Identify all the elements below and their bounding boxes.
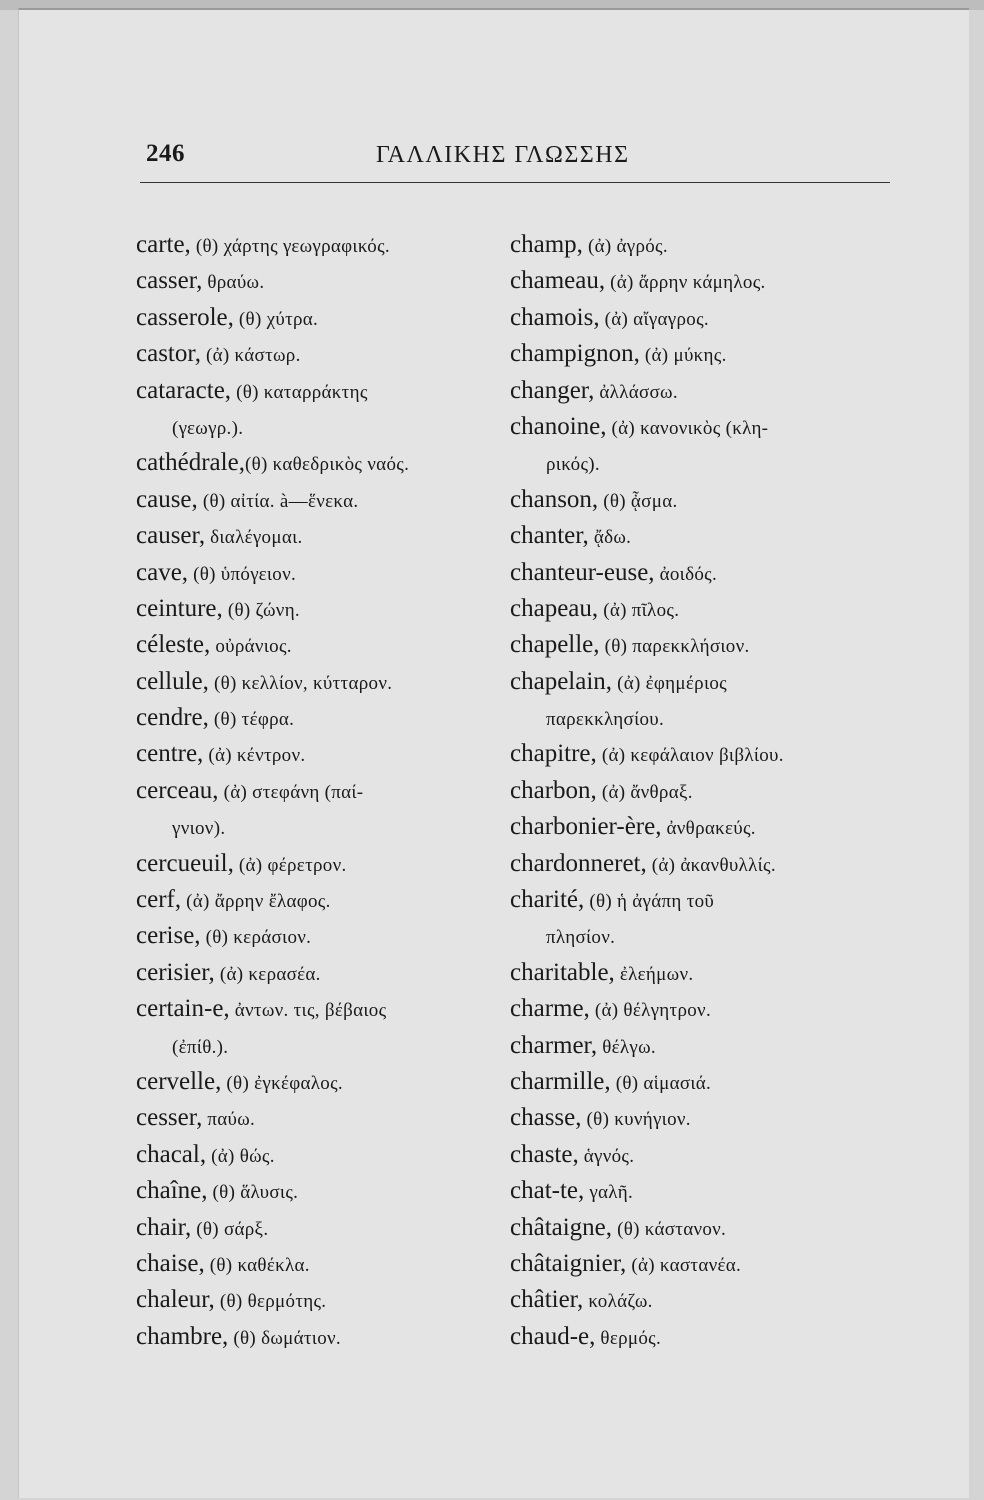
- entry-gloss: (ἀ) μύκης.: [639, 345, 727, 367]
- entry-gloss: θέλγω.: [597, 1036, 656, 1058]
- entry-gloss: (θ) κελλίον, κύτταρον.: [208, 672, 393, 694]
- entry-headword: chanteur-euse,: [510, 558, 655, 586]
- entry-gloss: (θ) ἐγκέφαλος.: [221, 1072, 343, 1094]
- dictionary-entry: [136, 991, 514, 1027]
- entry-headword: certain-e,: [136, 995, 230, 1023]
- entry-headword: châtier,: [510, 1286, 584, 1314]
- dictionary-entry: [510, 1028, 900, 1064]
- dictionary-entry: [136, 227, 514, 263]
- entry-gloss: (ἀ) κερασέα.: [214, 963, 321, 985]
- entry-gloss: ἀντων. τις, βέβαιος: [229, 1000, 387, 1022]
- dictionary-entry: [136, 1210, 514, 1246]
- entry-headword: chapeau,: [510, 594, 599, 622]
- left-column: [136, 227, 514, 1355]
- entry-gloss: ἀοιδός.: [654, 563, 718, 585]
- entry-headword: cave,: [136, 558, 189, 586]
- entry-headword: charmer,: [510, 1031, 598, 1059]
- entry-gloss: (θ) ᾆσμα.: [598, 490, 678, 512]
- entry-gloss: (θ) κεράσιον.: [200, 927, 312, 949]
- dictionary-entry: [510, 1100, 900, 1136]
- entry-gloss: (θ) κυνήγιον.: [581, 1109, 691, 1131]
- dictionary-entry: [510, 227, 900, 263]
- entry-gloss: ἁγνός.: [578, 1145, 635, 1167]
- entry-headword: chaleur,: [136, 1286, 215, 1314]
- entry-gloss: (θ) ἡ ἀγάπη τοῦ: [584, 891, 715, 913]
- entry-gloss: (ἀ) κανονικὸς (κλη-: [606, 417, 769, 439]
- entry-gloss: ἐλεήμων.: [614, 963, 694, 985]
- dictionary-entry: [136, 555, 514, 591]
- entry-headword: chambre,: [136, 1322, 229, 1350]
- dictionary-entry: [510, 482, 900, 518]
- dictionary-entry: [136, 1173, 514, 1209]
- entry-gloss: οὐράνιος.: [210, 636, 292, 658]
- entry-gloss: (ἀ) ἀκανθυλλίς.: [646, 854, 776, 876]
- entry-gloss: γνιον).: [172, 818, 226, 840]
- entry-headword: chapelain,: [510, 667, 613, 695]
- entry-gloss: ἀλλάσσω.: [594, 381, 678, 403]
- entry-headword: charité,: [510, 886, 585, 914]
- entry-gloss: κολάζω.: [583, 1291, 653, 1313]
- entry-gloss: παύω.: [202, 1109, 256, 1131]
- entry-gloss: (ἀ) πῖλος.: [598, 599, 680, 621]
- entry-continuation: [136, 1028, 514, 1064]
- entry-gloss: ᾄδω.: [588, 527, 632, 549]
- dictionary-entry: [136, 882, 514, 918]
- entry-gloss: θραύω.: [202, 272, 265, 294]
- entry-headword: cerise,: [136, 922, 201, 950]
- entry-gloss: (ἀ) φέρετρον.: [233, 854, 347, 876]
- dictionary-entry: [136, 591, 514, 627]
- entry-headword: cervelle,: [136, 1067, 222, 1095]
- dictionary-entry: [510, 591, 900, 627]
- entry-gloss: (ἀ) κεφάλαιον βιβλίου.: [596, 745, 784, 767]
- dictionary-entry: [510, 518, 900, 554]
- entry-gloss: (θ) παρεκκλήσιον.: [599, 636, 750, 658]
- dictionary-entry: [510, 1319, 900, 1355]
- dictionary-entry: [136, 1100, 514, 1136]
- entry-headword: ceinture,: [136, 594, 223, 622]
- entry-gloss: (θ) χάρτης γεωγραφικός.: [190, 236, 390, 257]
- entry-gloss: (ἀ) θέλγητρον.: [589, 1000, 712, 1022]
- entry-headword: charmille,: [510, 1067, 611, 1095]
- entry-gloss: ἀνθρακεύς.: [661, 818, 756, 840]
- entry-headword: causer,: [136, 522, 206, 550]
- entry-gloss: παρεκκλησίου.: [546, 709, 665, 731]
- dictionary-entry: [510, 373, 900, 409]
- entry-headword: charbonier-ère,: [510, 813, 662, 841]
- entry-gloss: (ἀ) στεφάνη (παί-: [218, 781, 364, 803]
- entry-headword: chameau,: [510, 267, 606, 295]
- dictionary-entry: [510, 1064, 900, 1100]
- entry-headword: chaîne,: [136, 1177, 208, 1205]
- dictionary-entry: [136, 773, 514, 809]
- entry-headword: cause,: [136, 485, 198, 513]
- entry-headword: chardonneret,: [510, 849, 647, 877]
- entry-headword: chasse,: [510, 1104, 582, 1132]
- entry-gloss: (θ) καταρράκτης: [231, 381, 368, 403]
- dictionary-entry: [136, 336, 514, 372]
- entry-gloss: διαλέγομαι.: [205, 527, 303, 549]
- dictionary-entry: [136, 918, 514, 954]
- dictionary-entry: [510, 664, 900, 700]
- entry-headword: chanter,: [510, 522, 589, 550]
- entry-gloss: (ἀ) αἴγαγρος.: [599, 308, 709, 330]
- entry-headword: cerceau,: [136, 776, 219, 804]
- entry-headword: chapelle,: [510, 631, 600, 659]
- dictionary-entry: [136, 1064, 514, 1100]
- entry-gloss: (θ) καθεδρικὸς ναός.: [244, 454, 410, 476]
- dictionary-entry: [510, 409, 900, 445]
- dictionary-entry: [136, 445, 514, 481]
- entry-headword: chaud-e,: [510, 1322, 596, 1350]
- dictionary-entry: [510, 991, 900, 1027]
- right-column: [510, 227, 900, 1355]
- entry-gloss: ρικός).: [546, 454, 600, 476]
- dictionary-entry: [510, 955, 900, 991]
- entry-headword: chaste,: [510, 1140, 579, 1168]
- entry-headword: chanson,: [510, 485, 599, 513]
- page-number: 246: [146, 140, 185, 167]
- entry-headword: champ,: [510, 231, 583, 258]
- entry-headword: chamois,: [510, 303, 600, 331]
- entry-headword: chair,: [136, 1213, 192, 1241]
- entry-gloss: (ἀ) ἄρρην ἔλαφος.: [181, 891, 331, 913]
- dictionary-entry: [510, 336, 900, 372]
- entry-gloss: (θ) ζώνη.: [222, 599, 300, 621]
- dictionary-entry: [136, 1282, 514, 1318]
- entry-headword: chat-te,: [510, 1177, 585, 1205]
- entry-gloss: (ἀ) καστανέα.: [626, 1254, 742, 1276]
- dictionary-entry: [510, 1137, 900, 1173]
- entry-headword: céleste,: [136, 631, 211, 659]
- entry-headword: cataracte,: [136, 376, 232, 404]
- entry-gloss: (θ) αἱμασιά.: [610, 1072, 712, 1094]
- entry-headword: casserole,: [136, 303, 234, 331]
- entry-headword: cendre,: [136, 704, 209, 732]
- entry-gloss: (ἀ) ἄνθραξ.: [596, 781, 693, 803]
- entry-headword: cerisier,: [136, 958, 215, 986]
- entry-gloss: θερμός.: [595, 1327, 662, 1349]
- entry-headword: cesser,: [136, 1104, 203, 1132]
- dictionary-entry: [510, 1173, 900, 1209]
- entry-headword: chanoine,: [510, 412, 607, 440]
- entry-gloss: (θ) χύτρα.: [233, 308, 319, 330]
- dictionary-entry: [136, 518, 514, 554]
- dictionary-entry: [136, 482, 514, 518]
- dictionary-entry: [136, 1137, 514, 1173]
- entry-gloss: (ἐπίθ.).: [172, 1036, 229, 1058]
- entry-gloss: (θ) θερμότης.: [214, 1291, 327, 1313]
- entry-headword: casser,: [136, 267, 203, 295]
- dictionary-entry: [136, 1246, 514, 1282]
- entry-gloss: (θ) καθέκλα.: [204, 1254, 310, 1276]
- entry-gloss: (ἀ) θώς.: [206, 1145, 275, 1167]
- entry-gloss: (θ) ὑπόγειον.: [188, 563, 297, 585]
- dictionary-entry: [136, 955, 514, 991]
- dictionary-entry: [136, 736, 514, 772]
- dictionary-entry: [510, 809, 900, 845]
- entry-headword: cellule,: [136, 667, 209, 695]
- dictionary-entry: [136, 373, 514, 409]
- entry-continuation: [510, 918, 900, 954]
- dictionary-entry: [510, 263, 900, 299]
- entry-headword: centre,: [136, 740, 204, 768]
- entry-headword: charme,: [510, 995, 590, 1023]
- dictionary-entry: [136, 263, 514, 299]
- dictionary-entry: [510, 846, 900, 882]
- entry-headword: champignon,: [510, 340, 640, 368]
- dictionary-entry: [510, 773, 900, 809]
- entry-gloss: (ἀ) κέντρον.: [203, 745, 306, 767]
- dictionary-entry: [136, 846, 514, 882]
- entry-gloss: (θ) κάστανον.: [612, 1218, 727, 1240]
- entry-headword: chapitre,: [510, 740, 597, 768]
- entry-continuation: [510, 700, 900, 736]
- dictionary-entry: [510, 882, 900, 918]
- entry-continuation: [510, 445, 900, 481]
- entry-gloss: (θ) αἰτία. à—ἕνεκα.: [197, 490, 359, 512]
- running-title: ΓΑΛΛΙΚΗΣ ΓΛΩΣΣΗΣ: [376, 142, 630, 168]
- dictionary-entry: [136, 700, 514, 736]
- entry-headword: chacal,: [136, 1140, 207, 1168]
- entry-gloss: γαλῆ.: [584, 1182, 634, 1204]
- entry-gloss: (ἀ) ἐφημέριος: [612, 672, 728, 694]
- entry-headword: cerf,: [136, 886, 182, 914]
- entry-gloss: (ἀ) κάστωρ.: [200, 345, 301, 367]
- entry-gloss: (θ) τέφρα.: [208, 709, 295, 731]
- dictionary-entry: [136, 1319, 514, 1355]
- entry-headword: chaise,: [136, 1249, 205, 1277]
- entry-headword: carte,: [136, 231, 191, 258]
- dictionary-entry: [510, 736, 900, 772]
- entry-continuation: [136, 409, 514, 445]
- entry-gloss: (θ) δωμάτιον.: [228, 1327, 341, 1349]
- entry-gloss: (γεωγρ.).: [172, 417, 244, 439]
- entry-headword: cercueuil,: [136, 849, 234, 877]
- entry-headword: charbon,: [510, 776, 597, 804]
- entry-gloss: (ἀ) ἄρρην κάμηλος.: [605, 272, 766, 294]
- dictionary-entry: [510, 300, 900, 336]
- dictionary-entry: [510, 1246, 900, 1282]
- entry-headword: charitable,: [510, 958, 615, 986]
- entry-headword: castor,: [136, 340, 201, 368]
- entry-headword: châtaignier,: [510, 1249, 627, 1277]
- entry-continuation: [136, 809, 514, 845]
- entry-headword: cathédrale,: [136, 449, 245, 477]
- dictionary-entry: [136, 300, 514, 336]
- entry-gloss: πλησίον.: [546, 927, 616, 949]
- entry-headword: châtaigne,: [510, 1213, 613, 1241]
- dictionary-entry: [510, 1210, 900, 1246]
- entry-gloss: (θ) σάρξ.: [191, 1218, 269, 1240]
- entry-headword: changer,: [510, 376, 595, 404]
- dictionary-entry: [510, 555, 900, 591]
- header-rule: [140, 182, 890, 183]
- dictionary-entry: [510, 627, 900, 663]
- dictionary-entry: [136, 664, 514, 700]
- dictionary-entry: [136, 627, 514, 663]
- dictionary-entry: [510, 1282, 900, 1318]
- entry-gloss: (θ) ἅλυσις.: [207, 1182, 299, 1204]
- entry-gloss: (ἀ) ἀγρός.: [582, 236, 668, 257]
